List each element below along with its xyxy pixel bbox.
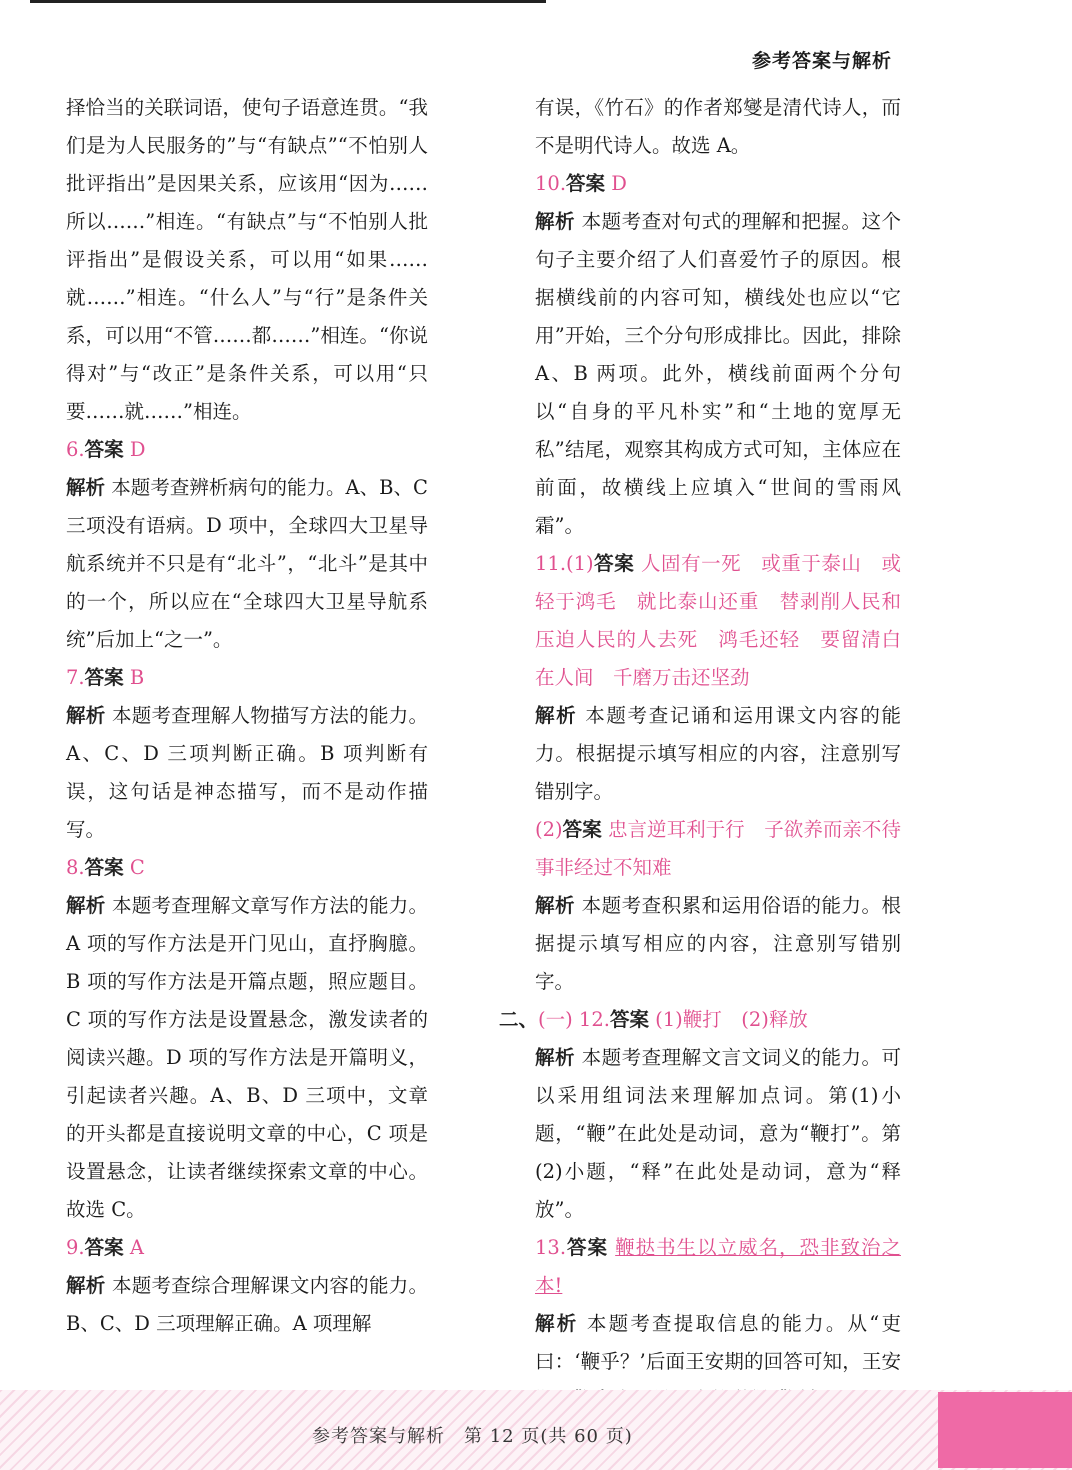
answer-label: 答案 [562, 818, 602, 841]
explanation [66, 697, 428, 849]
answer-line [535, 1229, 901, 1305]
answer-text: 有误，《竹石》的作者郑燮是清代诗人，而不是明代诗人。故选 A。 [535, 96, 901, 157]
answer-line [66, 849, 428, 887]
answer-label: 答案 [84, 438, 124, 461]
question-number: 8. [66, 856, 85, 879]
answer-label: 答案 [593, 552, 635, 575]
explanation [66, 887, 428, 1229]
answer-value: 人固有一死 或重于泰山 或轻于鸿毛 就比泰山还重 替剥削人民和压迫人民的人去死 鸿毛还轻 要留清白在人间 千磨万击还坚劲 [535, 552, 901, 689]
explanation-text: 本题考查理解人物描写方法的能力。A、C、D 三项判断正确。B 项判断有误，这句话是神态描写，而不是动作描写。 [66, 704, 428, 841]
answer-label: 答案 [84, 666, 124, 689]
explanation-text: 本题考查记诵和运用课文内容的能力。根据提示填写相应的内容，注意别写错别字。 [535, 704, 901, 803]
explanation-label: 解析 [535, 1312, 579, 1335]
explanation-text: 本题考查对句式的理解和把握。这个句子主要介绍了人们喜爱竹子的原因。根据横线前的内容可知，横线处也应以“它用”开始，三个分句形成排比。因此，排除 A、B 两项。此外，横线前面两个分句以“自身的平凡朴实”和“土地的宽厚无私”结尾，观察其构成方式可知，主体应在前面，故横线上应填入“世间的雪雨风霜”。 [535, 210, 901, 537]
answer-label: 答案 [84, 856, 124, 879]
question-number: (一) 12. [538, 1008, 610, 1031]
answer-label: 答案 [84, 1236, 124, 1259]
explanation-label: 解析 [66, 1274, 106, 1297]
explanation-label: 解析 [66, 894, 106, 917]
answer-line [535, 545, 901, 697]
question-number: 6. [66, 438, 85, 461]
answer-line [535, 811, 921, 887]
page-header: 参考答案与解析 [751, 50, 892, 72]
answer-line [499, 1001, 901, 1039]
footer-page-info: 参考答案与解析 第 12 页(共 60 页) [312, 1426, 633, 1447]
left-column [66, 89, 428, 1343]
explanation-text: 本题考查理解文言文词义的能力。可以采用组词法来理解加点词。第(1)小题，“鞭”在此处是动词，意为“鞭打”。第(2)小题，“释”在此处是动词，意为“释放”。 [535, 1046, 901, 1221]
explanation [66, 1267, 428, 1343]
explanation-label: 解析 [66, 704, 106, 727]
explanation [535, 887, 901, 1001]
answer-value: (1)鞭打 (2)释放 [655, 1008, 808, 1031]
answer-line [535, 165, 901, 203]
answer-value: A [129, 1236, 144, 1259]
question-number: 9. [66, 1236, 85, 1259]
answer-value: 鞭挞书生以立威名，恐非致治之本! [535, 1236, 901, 1297]
explanation [535, 1039, 901, 1229]
answer-value: D [129, 438, 146, 461]
answer-line [66, 659, 428, 697]
explanation-text: 本题考查理解文章写作方法的能力。A 项的写作方法是开门见山，直抒胸臆。B 项的写作方法是开篇点题，照应题目。C 项的写作方法是设置悬念，激发读者的阅读兴趣。D 项的写作方法是开篇明义，引起读者兴趣。A、B、D 三项中，文章的开头都是直接说明文章的中心，C 项是设置悬念，让读者继续探索文章的中心。故选 C。 [66, 894, 428, 1221]
answer-value: D [611, 172, 627, 195]
question-number: 13. [535, 1236, 567, 1259]
right-column [499, 89, 921, 1419]
explanation [535, 203, 901, 545]
explanation-text: 本题考查综合理解课文内容的能力。B、C、D 三项理解正确。A 项理解 [66, 1274, 428, 1335]
explanation-label: 解析 [535, 704, 578, 727]
explanation-label: 解析 [535, 210, 575, 233]
explanation-label: 解析 [535, 894, 575, 917]
explanation-text: 本题考查辨析病句的能力。A、B、C 三项没有语病。D 项中，全球四大卫星导航系统并不只是有“北斗”，“北斗”是其中的一个，所以应在“全球四大卫星导航系统”后加上“之一”。 [66, 476, 428, 651]
answer-value: 忠言逆耳利于行 子欲养而亲不待 事非经过不知难 [535, 818, 921, 879]
answer-label: 答案 [566, 172, 606, 195]
top-rule [30, 0, 546, 3]
section-prefix: 二、 [499, 1008, 539, 1031]
answer-value: B [129, 666, 145, 689]
answer-line [66, 1229, 428, 1267]
footer-accent-block [938, 1392, 1072, 1468]
explanation-label: 解析 [66, 476, 106, 499]
explanation-label: 解析 [535, 1046, 575, 1069]
question-number: (2) [535, 818, 563, 841]
question-number: 11.(1) [535, 552, 594, 575]
answer-label: 答案 [566, 1236, 608, 1259]
answer-line [66, 431, 428, 469]
explanation [535, 697, 901, 811]
question-number: 10. [535, 172, 567, 195]
explanation-text: 本题考查积累和运用俗语的能力。根据提示填写相应的内容，注意别写错别字。 [535, 894, 901, 993]
answer-text: 择恰当的关联词语，使句子语意连贯。“我们是为人民服务的”与“有缺点”“不怕别人批评指出”是因果关系，应该用“因为……所以……”相连。“有缺点”与“不怕别人批评指出”是假设关系，可以用“如果……就……”相连。“什么人”与“行”是条件关系，可以用“不管……都……”相连。“你说得对”与“改正”是条件关系，可以用“只要……就……”相连。 [66, 96, 428, 423]
question-number: 7. [66, 666, 85, 689]
explanation [66, 469, 428, 659]
explanation-text: 本题考查提取信息的能力。从“吏曰：‘鞭乎？’后面王安期的回答可知，王安 [535, 1312, 901, 1373]
answer-label: 答案 [609, 1008, 649, 1031]
answer-value: C [129, 856, 145, 879]
